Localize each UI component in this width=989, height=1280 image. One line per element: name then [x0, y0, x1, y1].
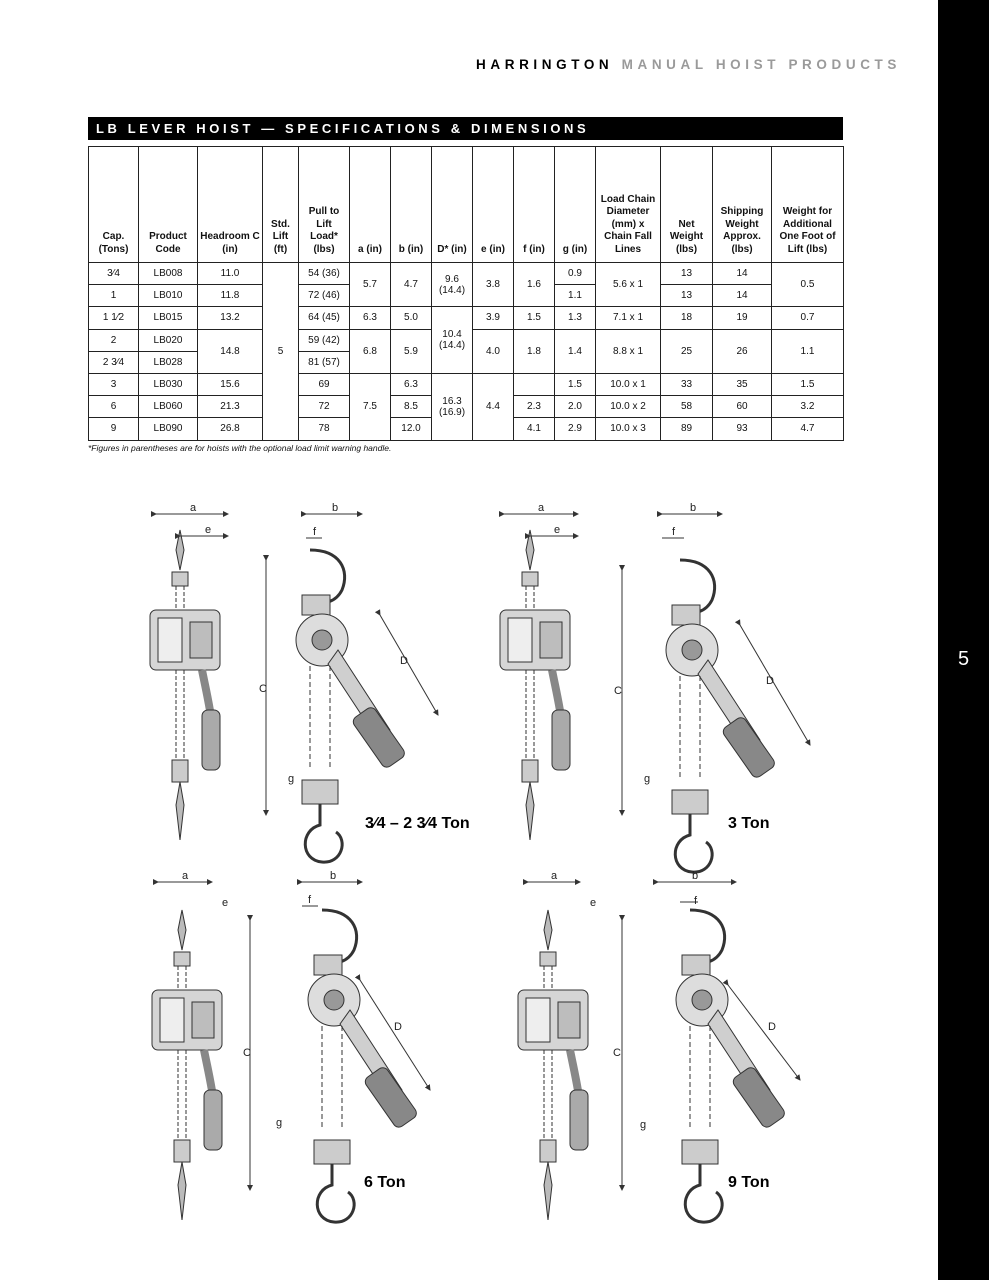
dim-c: C: [243, 1047, 251, 1059]
dim-b: b: [330, 870, 337, 882]
cell-a: 7.5: [350, 373, 391, 440]
cell-chain: 10.0 x 2: [596, 396, 661, 418]
cell-pull: 78: [299, 418, 350, 440]
cell-a: 6.3: [350, 307, 391, 329]
header-subtitle: MANUAL HOIST PRODUCTS: [621, 57, 901, 72]
cell-e: 3.8: [473, 263, 514, 307]
cell-e: 4.0: [473, 329, 514, 373]
drawing-label: 3⁄4 – 2 3⁄4 Ton: [365, 815, 470, 832]
col-header: Product Code: [139, 147, 198, 263]
cell-headroom: 21.3: [198, 396, 263, 418]
cell-cap: 3: [89, 373, 139, 395]
col-header: a (in): [350, 147, 391, 263]
table-row: [89, 263, 844, 285]
cell-code: LB010: [139, 285, 198, 307]
table-row: [89, 373, 844, 395]
cell-chain: 10.0 x 1: [596, 373, 661, 395]
cell-g: 1.3: [555, 307, 596, 329]
dim-e: e: [205, 524, 212, 536]
cell-a: 5.7: [350, 263, 391, 307]
drawing-9-ton: [518, 870, 800, 1222]
cell-b: 8.5: [391, 396, 432, 418]
table-footnote: *Figures in parentheses are for hoists with the optional load limit warning handle.: [88, 443, 392, 453]
drawing-label: 6 Ton: [364, 1174, 406, 1191]
cell-cap: 2: [89, 329, 139, 351]
dim-g: g: [640, 1119, 647, 1131]
cell-code: LB090: [139, 418, 198, 440]
cell-pull: 72: [299, 396, 350, 418]
cell-net: 25: [661, 329, 713, 373]
cell-net: 58: [661, 396, 713, 418]
col-header: Pull to Lift Load* (lbs): [299, 147, 350, 263]
cell-cap: 9: [89, 418, 139, 440]
dim-c: C: [613, 1047, 621, 1059]
cell-headroom: 11.0: [198, 263, 263, 285]
col-header: Weight for Additional One Foot of Lift (lbs): [772, 147, 844, 263]
dim-d: D: [766, 675, 774, 687]
cell-code: LB020: [139, 329, 198, 351]
cell-g: 1.4: [555, 329, 596, 373]
cell-add: 0.5: [772, 263, 844, 307]
drawing-label: 3 Ton: [728, 815, 770, 832]
cell-add: 4.7: [772, 418, 844, 440]
dim-a: a: [538, 502, 545, 514]
dim-d: D: [394, 1021, 402, 1033]
dim-d: D: [400, 655, 408, 667]
dim-c: C: [259, 683, 267, 695]
cell-add: 1.1: [772, 329, 844, 373]
cell-cap: 3⁄4: [89, 263, 139, 285]
drawing-6-ton: [152, 870, 430, 1222]
cell-g: 1.5: [555, 373, 596, 395]
cell-chain: 7.1 x 1: [596, 307, 661, 329]
cell-ship: 26: [713, 329, 772, 373]
cell-g: 2.9: [555, 418, 596, 440]
cell-headroom: 26.8: [198, 418, 263, 440]
col-header: Shipping Weight Approx. (lbs): [713, 147, 772, 263]
drawing-3-4-to-2-3-4-ton: [150, 502, 470, 862]
dim-g: g: [644, 773, 651, 785]
cell-net: 13: [661, 285, 713, 307]
cell-net: 18: [661, 307, 713, 329]
cell-b: 5.0: [391, 307, 432, 329]
cell-std-lift: 5: [263, 263, 299, 441]
cell-pull: 69: [299, 373, 350, 395]
col-header: e (in): [473, 147, 514, 263]
cell-pull: 81 (57): [299, 351, 350, 373]
cell-f: 1.6: [514, 263, 555, 307]
cell-cap: 1: [89, 285, 139, 307]
cell-net: 89: [661, 418, 713, 440]
cell-ship: 60: [713, 396, 772, 418]
page-number: 5: [957, 648, 970, 670]
dim-a: a: [190, 502, 197, 514]
dim-b: b: [690, 502, 697, 514]
section-title: LB LEVER HOIST — SPECIFICATIONS & DIMENSIONS: [88, 117, 843, 140]
cell-cap: 6: [89, 396, 139, 418]
dim-f: f: [308, 894, 312, 906]
dim-d: D: [768, 1021, 776, 1033]
dim-f: f: [694, 895, 698, 907]
cell-d: 10.4 (14.4): [432, 307, 473, 374]
dim-f: f: [672, 526, 676, 538]
cell-pull: 54 (36): [299, 263, 350, 285]
cell-g: 1.1: [555, 285, 596, 307]
hoist-drawings: [0, 490, 938, 1230]
col-header: Cap. (Tons): [89, 147, 139, 263]
table-row: [89, 307, 844, 329]
cell-f: [514, 373, 555, 395]
cell-b: 12.0: [391, 418, 432, 440]
dim-a: a: [182, 870, 189, 882]
cell-headroom: 11.8: [198, 285, 263, 307]
cell-code: LB060: [139, 396, 198, 418]
cell-add: 3.2: [772, 396, 844, 418]
cell-d: 9.6 (14.4): [432, 263, 473, 307]
cell-b: 5.9: [391, 329, 432, 373]
cell-f: 2.3: [514, 396, 555, 418]
col-header: Std. Lift (ft): [263, 147, 299, 263]
cell-b: 4.7: [391, 263, 432, 307]
dim-e: e: [554, 524, 561, 536]
dim-f: f: [313, 526, 317, 538]
cell-ship: 14: [713, 285, 772, 307]
cell-f: 1.8: [514, 329, 555, 373]
cell-chain: 8.8 x 1: [596, 329, 661, 373]
cell-g: 2.0: [555, 396, 596, 418]
cell-pull: 59 (42): [299, 329, 350, 351]
cell-add: 1.5: [772, 373, 844, 395]
cell-code: LB015: [139, 307, 198, 329]
cell-headroom: 15.6: [198, 373, 263, 395]
cell-pull: 64 (45): [299, 307, 350, 329]
cell-a: 6.8: [350, 329, 391, 373]
cell-ship: 93: [713, 418, 772, 440]
dim-a: a: [551, 870, 558, 882]
cell-ship: 14: [713, 263, 772, 285]
col-header: b (in): [391, 147, 432, 263]
col-header: Load Chain Diameter (mm) x Chain Fall Lines: [596, 147, 661, 263]
cell-code: LB028: [139, 351, 198, 373]
dim-e: e: [222, 897, 229, 909]
spec-table: [88, 146, 844, 441]
col-header: Headroom C (in): [198, 147, 263, 263]
cell-code: LB030: [139, 373, 198, 395]
cell-d: 16.3 (16.9): [432, 373, 473, 440]
drawing-label: 9 Ton: [728, 1174, 770, 1191]
cell-ship: 19: [713, 307, 772, 329]
header-row: [89, 147, 844, 263]
side-tab: [938, 0, 989, 1280]
cell-e: 4.4: [473, 373, 514, 440]
col-header: f (in): [514, 147, 555, 263]
cell-cap: 2 3⁄4: [89, 351, 139, 373]
dim-b: b: [332, 502, 339, 514]
dim-g: g: [276, 1117, 283, 1129]
cell-chain: 10.0 x 3: [596, 418, 661, 440]
cell-b: 6.3: [391, 373, 432, 395]
dim-g: g: [288, 773, 295, 785]
cell-headroom: 14.8: [198, 329, 263, 373]
cell-code: LB008: [139, 263, 198, 285]
cell-ship: 35: [713, 373, 772, 395]
cell-g: 0.9: [555, 263, 596, 285]
brand-name: HARRINGTON: [476, 57, 614, 72]
cell-f: 1.5: [514, 307, 555, 329]
col-header: D* (in): [432, 147, 473, 263]
cell-net: 33: [661, 373, 713, 395]
page-header: [476, 57, 901, 72]
dim-e: e: [590, 897, 597, 909]
cell-chain: 5.6 x 1: [596, 263, 661, 307]
cell-e: 3.9: [473, 307, 514, 329]
cell-net: 13: [661, 263, 713, 285]
dim-c: C: [614, 685, 622, 697]
cell-pull: 72 (46): [299, 285, 350, 307]
drawing-3-ton: [500, 502, 810, 872]
cell-f: 4.1: [514, 418, 555, 440]
dim-b: b: [692, 870, 699, 882]
cell-cap: 1 1⁄2: [89, 307, 139, 329]
col-header: Net Weight (lbs): [661, 147, 713, 263]
cell-add: 0.7: [772, 307, 844, 329]
col-header: g (in): [555, 147, 596, 263]
cell-headroom: 13.2: [198, 307, 263, 329]
